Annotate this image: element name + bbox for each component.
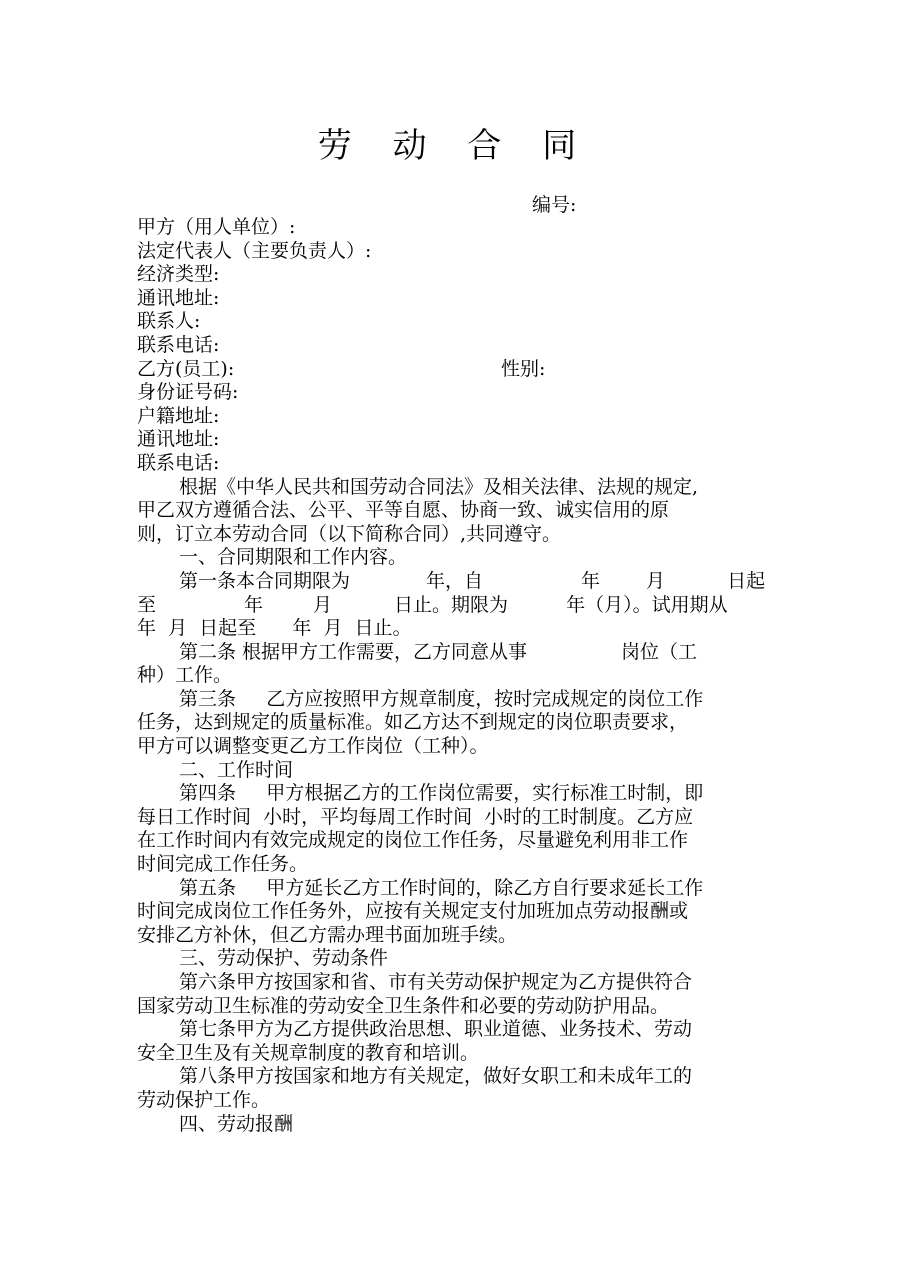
preamble-line: 根据《中华人民共和国劳动合同法》及相关法律、法规的规定, bbox=[179, 475, 699, 498]
party-b-row bbox=[137, 358, 769, 382]
section-heading: 一、合同期限和工作内容。 bbox=[179, 546, 408, 569]
article-6-line: 第六条甲方按国家和省、市有关劳动保护规定为乙方提供符合 bbox=[179, 971, 693, 993]
article-5-line: 时间完成岗位工作任务外，应按有关规定支付加班加点劳动报酬或 bbox=[137, 900, 689, 923]
contract-body bbox=[137, 216, 769, 1136]
article-1-text: 至 bbox=[137, 593, 157, 616]
article-3-line: 任务，达到规定的质量标准。如乙方达不到规定的岗位职责要求， bbox=[137, 711, 689, 734]
article-4-line: 第四条 甲方根据乙方的工作岗位需要，实行标准工时制，即 bbox=[179, 782, 704, 805]
article-8-line: 劳动保护工作。 bbox=[137, 1088, 271, 1111]
article-1-line: 年 月 日起至 年 月 日止。 bbox=[137, 617, 412, 640]
party-a-contact: 联系人: bbox=[137, 310, 201, 333]
preamble-line: 则，订立本劳动合同（以下简称合同）,共同遵守。 bbox=[137, 522, 562, 545]
article-1-text: 第一条本合同期限为 bbox=[179, 569, 351, 592]
article-4-line: 时间完成工作任务。 bbox=[137, 853, 309, 876]
article-1-text: 年 bbox=[581, 569, 601, 592]
article-1-text: 日起 bbox=[727, 569, 766, 592]
article-8-line: 第八条甲方按国家和地方有关规定，做好女职工和未成年工的 bbox=[179, 1065, 693, 1088]
party-a-phone: 联系电话: bbox=[137, 333, 220, 356]
article-1-text: 年 bbox=[244, 593, 264, 616]
article-1-text: 月 bbox=[646, 569, 666, 592]
section-heading: 二、工作时间 bbox=[179, 758, 294, 781]
party-b-address: 通讯地址: bbox=[137, 428, 220, 451]
party-b-name: 乙方(员工): bbox=[137, 357, 235, 380]
article-3-line: 甲方可以调整变更乙方工作岗位（工种）。 bbox=[137, 735, 489, 758]
article-2-text: 第二条 根据甲方工作需要，乙方同意从事 bbox=[179, 640, 528, 663]
article-4-line: 在工作时间内有效完成规定的岗位工作任务，尽量避免利用非工作 bbox=[137, 829, 689, 852]
contract-number-label: 编号: bbox=[532, 194, 577, 216]
party-a-legal-rep: 法定代表人（主要负责人）: bbox=[137, 239, 372, 262]
section-heading: 三、劳动保护、劳动条件 bbox=[179, 947, 389, 970]
article-2-line bbox=[137, 641, 769, 665]
party-b-household-address: 户籍地址: bbox=[137, 404, 220, 427]
article-1-line bbox=[137, 570, 769, 594]
article-4-line: 每日工作时间 小时，平均每周工作时间 小时的工时制度。乙方应 bbox=[137, 805, 694, 828]
preamble-line: 甲乙双方遵循合法、公平、平等自愿、协商一致、诚实信用的原 bbox=[137, 499, 670, 522]
article-1-line bbox=[137, 594, 769, 618]
article-5-line: 第五条 甲方延长乙方工作时间的，除乙方自行要求延长工作 bbox=[179, 876, 704, 899]
article-1-text: 年（月）。试用期从 bbox=[566, 593, 728, 616]
party-b-id: 身份证号码: bbox=[137, 381, 239, 404]
article-6-line: 国家劳动卫生标准的劳动安全卫生条件和必要的劳动防护用品。 bbox=[137, 994, 670, 1017]
article-7-line: 第七条甲方为乙方提供政治思想、职业道德、业务技术、劳动 bbox=[179, 1018, 693, 1041]
party-a-address: 通讯地址: bbox=[137, 286, 220, 309]
article-2-text: 岗位（工 bbox=[621, 640, 698, 663]
article-1-text: 月 bbox=[313, 593, 333, 616]
party-b-phone: 联系电话: bbox=[137, 451, 220, 474]
party-a-economic-type: 经济类型: bbox=[137, 263, 220, 286]
article-2-line: 种）工作。 bbox=[137, 664, 233, 687]
article-7-line: 安全卫生及有关规章制度的教育和培训。 bbox=[137, 1041, 480, 1064]
article-1-text: 年，自 bbox=[426, 569, 484, 592]
section-heading: 四、劳动报酬 bbox=[179, 1112, 294, 1135]
article-1-text: 日止。期限为 bbox=[394, 593, 509, 616]
article-5-line: 安排乙方补休，但乙方需办理书面加班手续。 bbox=[137, 923, 518, 946]
party-b-gender: 性别: bbox=[501, 357, 546, 380]
article-3-line: 第三条 乙方应按照甲方规章制度，按时完成规定的岗位工作 bbox=[179, 687, 704, 710]
document-title: 劳 动 合 同 bbox=[317, 126, 592, 166]
party-a-name: 甲方（用人单位）: bbox=[137, 216, 296, 238]
